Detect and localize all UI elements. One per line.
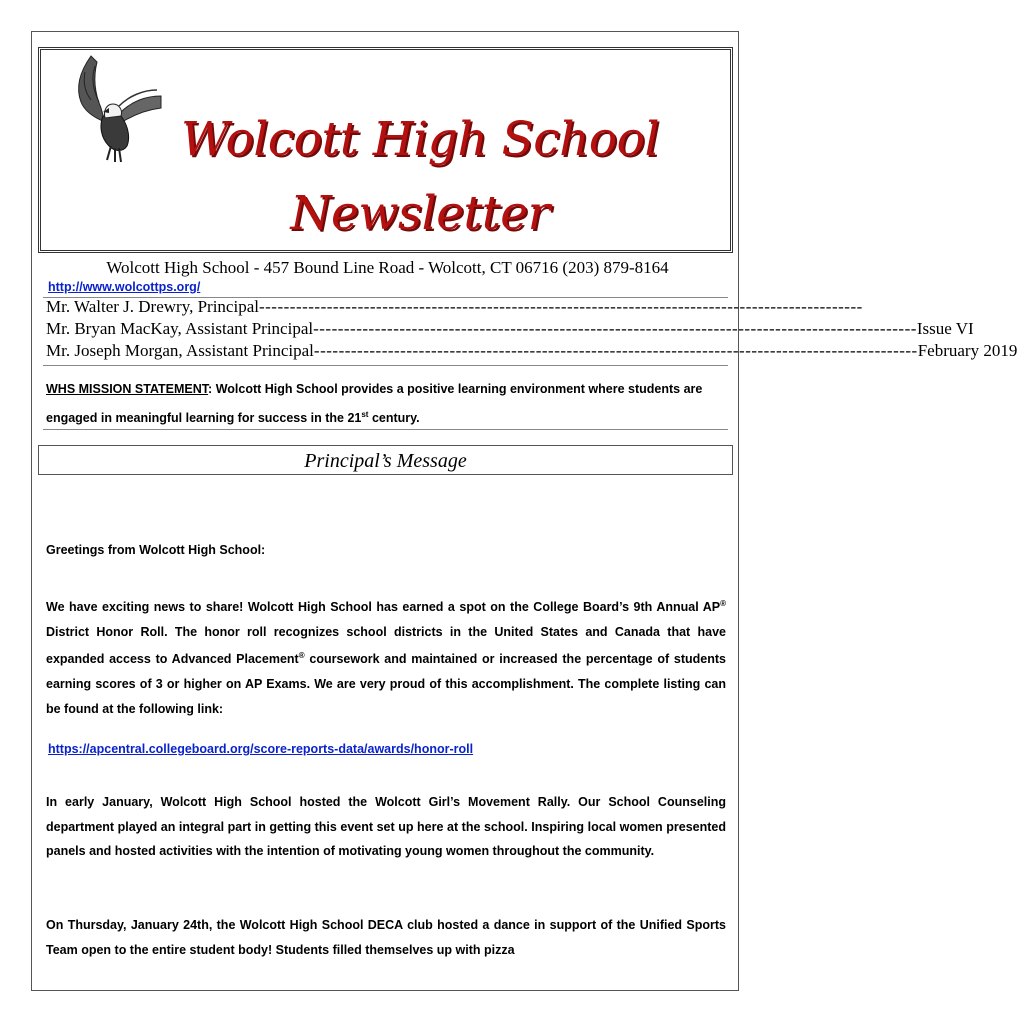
newsletter-title-line2: Newsletter (290, 186, 550, 241)
registered-mark: ® (298, 651, 305, 661)
section-title: Principal’s Message (304, 450, 467, 472)
staff-row-assistant-mackay (46, 319, 974, 339)
mission-separator: : (208, 382, 216, 396)
eagle-icon (61, 52, 165, 164)
issue-number: Issue VI (916, 319, 974, 338)
paragraph-text: District Honor Roll. The honor roll recognizes school districts in the United States and Canada that have expanded access to Advanced Placement (46, 624, 726, 667)
greeting-paragraph: Greetings from Wolcott High School: (46, 543, 266, 557)
website-link[interactable]: http://www.wolcottps.org/ (48, 280, 201, 294)
staff-name: Mr. Bryan MacKay, Assistant Principal (46, 319, 314, 338)
staff-row-assistant-morgan (46, 341, 1017, 361)
mission-statement (46, 376, 726, 431)
honor-roll-paragraph (46, 592, 726, 721)
staff-dash-leader: -------------------------------------------------------------------------------------------------- (313, 319, 917, 338)
mission-label: WHS MISSION STATEMENT (46, 382, 209, 396)
divider-bottom (43, 429, 728, 430)
staff-dash-leader: -------------------------------------------------------------------------------------------------- (258, 297, 863, 316)
divider-middle (43, 365, 728, 366)
deca-paragraph: On Thursday, January 24th, the Wolcott High School DECA club hosted a dance in support of the Unified Sports Team open to the entire student body! Students filled themselves up with pizza (46, 918, 726, 957)
staff-name: Mr. Walter J. Drewry, Principal (46, 297, 259, 316)
staff-row-principal (46, 297, 863, 317)
staff-dash-leader: -------------------------------------------------------------------------------------------------- (313, 341, 918, 360)
mission-text: Wolcott High School provides a positive learning environment where students are engaged in meaningful learning for success in the 21 (46, 382, 703, 426)
paragraph-text: coursework and maintained or increased the percentage of students earning scores of 3 or higher on AP Exams. We are very proud of this accomplishment. The complete listing can be found at the following link: (46, 652, 726, 716)
honor-roll-link[interactable]: https://apcentral.collegeboard.org/score-reports-data/awards/honor-roll (48, 742, 474, 756)
newsletter-title-line1: Wolcott High School (180, 112, 659, 167)
paragraph-text: We have exciting news to share! Wolcott High School has earned a spot on the College Board’s 9th Annual AP (46, 600, 721, 615)
registered-mark: ® (720, 599, 726, 608)
issue-date: February 2019 (917, 341, 1017, 360)
girls-movement-paragraph: In early January, Wolcott High School hosted the Wolcott Girl’s Movement Rally. Our School Counseling department played an integral part in getting this event set up here at the school. Inspiring local women presented panels and hosted activities with the intention of motivating young women throughout the community. (46, 795, 726, 859)
staff-name: Mr. Joseph Morgan, Assistant Principal (46, 341, 314, 360)
mission-superscript: st (361, 410, 369, 419)
school-address: Wolcott High School - 457 Bound Line Road - Wolcott, CT 06716 (203) 879-8164 (106, 258, 669, 277)
mission-text-end: century. (368, 411, 420, 426)
section-title-box (38, 445, 733, 475)
